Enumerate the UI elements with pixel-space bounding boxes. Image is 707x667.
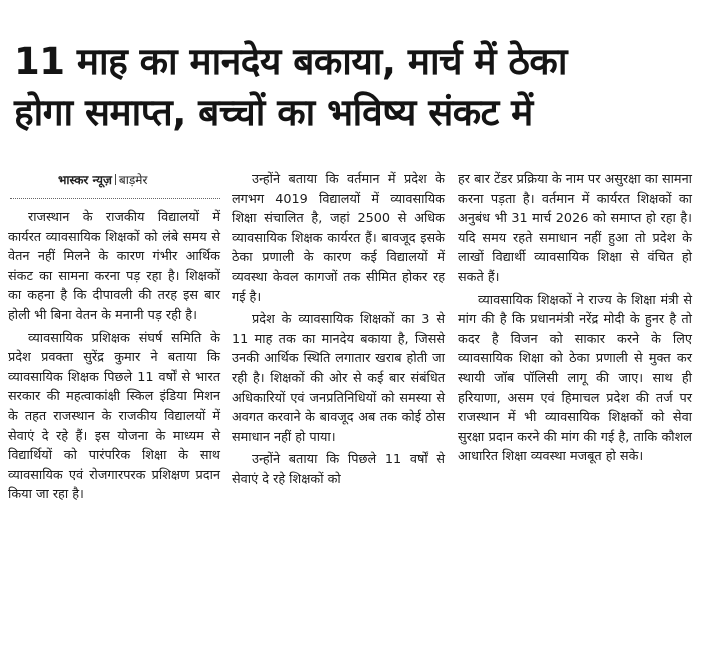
article-column-3 bbox=[458, 170, 692, 470]
paragraph: उन्होंने बताया कि वर्तमान में प्रदेश के लगभग 4019 विद्यालयों में व्यावसायिक शिक्षा संचालित है, जहां 2500 से अधिक व्यावसायिक शिक्षक कार्यरत हैं। बावजूद इसके ठेका प्रणाली के कारण कई विद्यालयों में व्यवस्था केवल कागजों तक सीमित होकर रह गई है। bbox=[232, 172, 445, 305]
headline bbox=[14, 36, 694, 138]
paragraph: व्यावसायिक शिक्षकों ने राज्य के शिक्षा मंत्री से मांग की है कि प्रधानमंत्री नरेंद्र मोदी के हुनर है तो कदर है विजन को साकार करने के लिए व्यावसायिक शिक्षा को ठेका प्रणाली से मुक्त कर स्थायी जॉब पॉलिसी लागू की जाए। साथ ही हरियाणा, असम एवं हिमाचल प्रदेश की तर्ज पर राजस्थान में भी व्यावसायिक शिक्षकों को सेवा सुरक्षा प्रदान करने की मांग की गई है, ताकि कौशल आधारित शिक्षा व्यवस्था मजबूत हो सके। bbox=[458, 292, 692, 465]
article-column-2 bbox=[232, 170, 445, 493]
article-column-1 bbox=[8, 208, 220, 508]
byline-agency: भास्कर न्यूज़ bbox=[58, 173, 112, 187]
paragraph: व्यावसायिक प्रशिक्षक संघर्ष समिति के प्रदेश प्रवक्ता सुरेंद्र कुमार ने बताया कि व्यावसायिक शिक्षक पिछले 11 वर्षों से भारत सरकार की महत्वाकांक्षी स्किल इंडिया मिशन के तहत राजस्थान के राजकीय विद्यालयों में सेवाएं दे रहे हैं। इस योजना के माध्यम से विद्यार्थियों को पारंपरिक शिक्षा के साथ व्यावसायिक एवं रोजगारपरक प्रशिक्षण प्रदान किया जा रहा है। bbox=[8, 330, 220, 503]
byline bbox=[58, 170, 147, 190]
headline-line-2: होगा समाप्त, बच्चों का भविष्य संकट में bbox=[14, 91, 533, 134]
paragraph: उन्होंने बताया कि पिछले 11 वर्षों से सेवाएं दे रहे शिक्षकों को bbox=[232, 452, 445, 487]
byline-place: बाड़मेर bbox=[118, 173, 148, 187]
byline-separator bbox=[115, 174, 116, 185]
byline-divider bbox=[10, 198, 220, 199]
headline-line-1: 11 माह का मानदेय बकाया, मार्च में ठेका bbox=[14, 40, 567, 83]
paragraph: राजस्थान के राजकीय विद्यालयों में कार्यरत व्यावसायिक शिक्षकों को लंबे समय से वेतन नहीं मिलने के कारण गंभीर आर्थिक संकट का सामना करना पड़ रहा है। शिक्षकों का कहना है कि दीपावली की तरह इस बार होली भी बिना वेतन के मनानी पड़ रही है। bbox=[8, 210, 220, 323]
paragraph: हर बार टेंडर प्रक्रिया के नाम पर असुरक्षा का सामना करना पड़ता है। वर्तमान में कार्यरत शिक्षकों का अनुबंध भी 31 मार्च 2026 को समाप्त हो रहा है। यदि समय रहते समाधान नहीं हुआ तो प्रदेश के लाखों विद्यार्थी व्यावसायिक शिक्षा से वंचित हो सकते हैं। bbox=[458, 172, 692, 285]
paragraph: प्रदेश के व्यावसायिक शिक्षकों का 3 से 11 माह तक का मानदेय बकाया है, जिससे उनकी आर्थिक स्थिति लगातार खराब होती जा रही है। शिक्षकों की ओर से कई बार संबंधित अधिकारियों एवं जनप्रतिनिधियों को समस्या से अवगत करवाने के बावजूद अब तक कोई ठोस समाधान नहीं हो पाया। bbox=[232, 312, 445, 445]
